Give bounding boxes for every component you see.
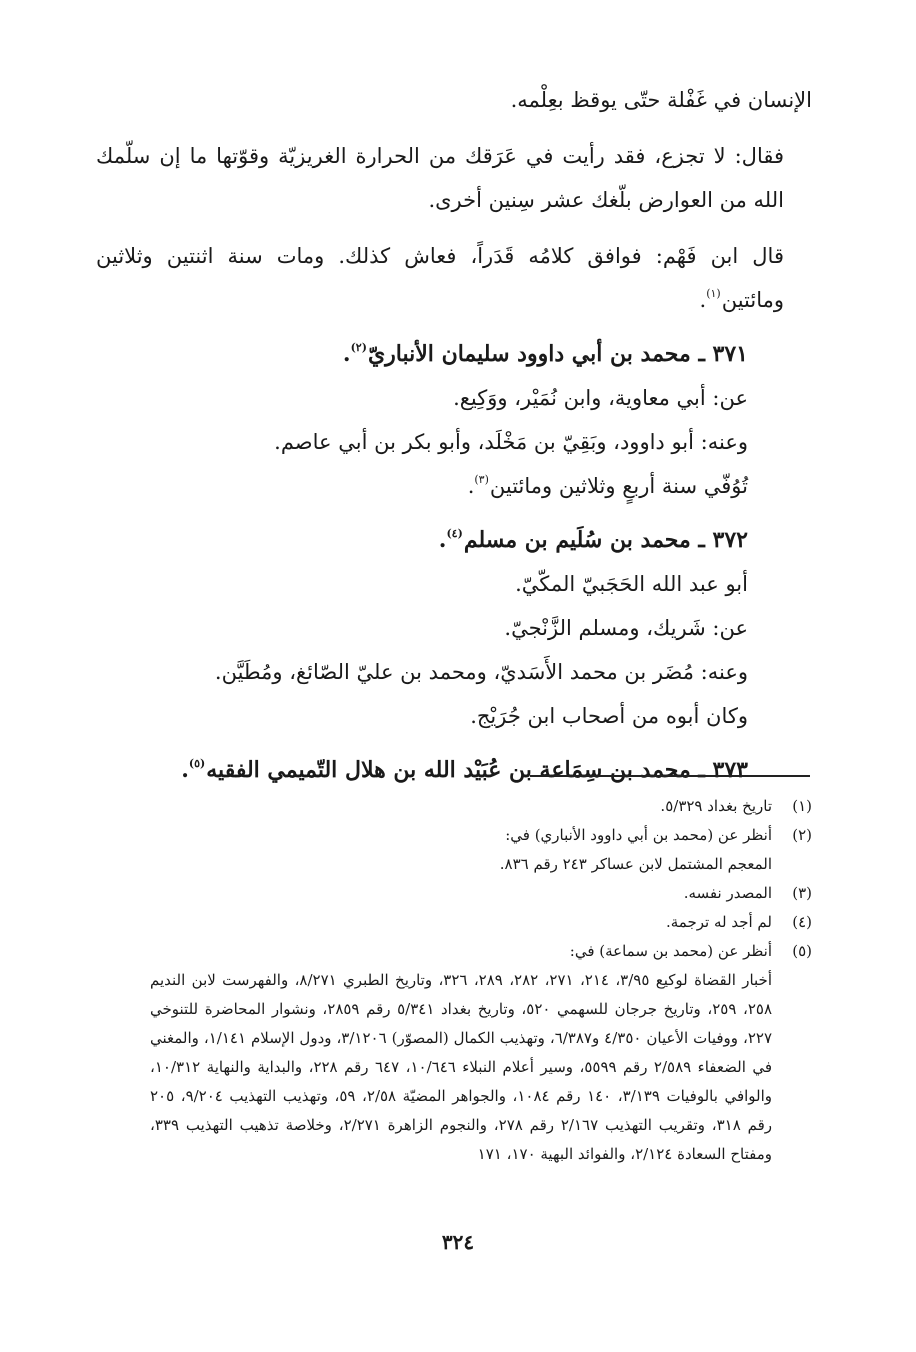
footnote-separator [530,775,810,777]
footnote-4 [150,908,812,937]
footnote-body [150,937,772,1169]
footnote-ref-3[interactable]: (٣) [474,473,489,486]
footnote-body [150,792,772,821]
footnote-body [150,879,772,908]
entry-372 [96,518,812,738]
entry-372-line-3: وعنه: مُضَر بن محمد الأَسَديّ، ومحمد بن عليّ الصّائغ، ومُطَيَّن. [214,660,748,684]
footnote-1 [150,792,812,821]
entry-371-line-3-text: تُوُفّي سنة أربعٍ وثلاثين ومائتين [489,474,748,498]
entry-371 [96,332,812,508]
entry-371-line-3: تُوُفّي سنة أربعٍ وثلاثين ومائتين$^{(٣)}$. [467,473,748,498]
footnote-ref-4[interactable]: (٤) [446,527,463,540]
entry-371-title-text: ٣٧١ ـ محمد بن أبي داوود سليمان الأنباريّ [367,341,748,367]
entry-373 [96,748,812,792]
entry-372-title-text: ٣٧٢ ـ محمد بن سُلَيم بن مسلم [463,527,748,553]
footnote-5 [150,937,812,1169]
footnote-number: (٥) [792,942,812,960]
entry-371-line-1: عن: أبي معاوية، وابن نُمَيْر، ووَكِيع. [453,386,748,410]
paragraph-3-text: قال ابن فَهْم: فوافق كلامُه قَدَراً، فعاش كذلك. ومات سنة اثنتين وثلاثين ومائتين [96,244,784,312]
footnotes [150,792,812,1169]
footnote-line: تاريخ بغداد ٥/٣٢٩. [660,797,772,815]
paragraph-3-end: . [699,288,707,312]
entry-372-line-1: أبو عبد الله الحَجَبيّ المكّيّ. [515,572,748,596]
entry-372-line-4: وكان أبوه من أصحاب ابن جُرَيْج. [470,704,748,728]
footnote-ref-1[interactable]: (١) [706,287,721,300]
footnote-ref-2[interactable]: (٢) [350,341,367,354]
footnote-line: المصدر نفسه. [683,884,772,902]
footnote-line: أخبار القضاة لوكيع ٣/٩٥، ٢١٤، ٢٧١، ٢٨٢، ٢٨٩، ٣٢٦، وتاريخ الطبري ٨/٢٧١، والفهرست لابن النديم ٢٥٨، ٢٥٩، وتاريخ جرجان للسهمي ٥٢٠، وتاريخ بغداد ٥/٣٤١ رقم ٢٨٥٩، ونشوار المحاضرة للتنوخي ٢٢٧، ووفيات الأعيان ٤/٣٥٠ و٦/٣٨٧، وتهذيب الكمال (المصوّر) ٣/١٢٠٦، ودول الإسلام ١/١٤١، والمغني في الضعفاء ٢/٥٨٩ رقم ٥٥٩٩، وسير أعلام النبلاء ١٠/٦٤٦، ٦٤٧ رقم ٢٢٨، والبداية والنهاية ١٠/٣١٢، والوافي بالوفيات ٣/١٣٩، ١٤٠ رقم ١٠٨٤، والجواهر المضيّة ٢/٥٨، ٥٩، وتهذيب التهذيب ٩/٢٠٤، ٢٠٥ رقم ٣١٨، وتقريب التهذيب ٢/١٦٧ رقم ٢٧٨، والنجوم الزاهرة ٢/٢٧١، وخلاصة تذهيب التهذيب ٣٣٩، ومفتاح السعادة ٢/١٢٤، والفوائد البهية ١٧٠، ١٧١ [150,971,773,1163]
footnote-3 [150,879,812,908]
footnote-ref-5[interactable]: (٥) [188,757,206,770]
footnote-line: لم أجد له ترجمة. [666,913,772,931]
main-text [96,78,812,792]
footnote-number: (٤) [792,913,812,931]
footnote-number: (١) [792,797,812,815]
entry-372-line-2: عن: شَريك، ومسلم الزَّنْجيّ. [504,616,748,640]
footnote-body [150,821,772,879]
entry-373-title: ٣٧٣ ـ محمد بن سِمَاعة بن عُبَيْد الله بن هلال التّميمي الفقيه$^{(٥)}$. [181,757,748,783]
entry-371-line-2: وعنه: أبو داوود، وبَقِيّ بن مَخْلَد، وأبو بكر بن أبي عاصم. [274,430,748,454]
footnote-2 [150,821,812,879]
paragraph-3 [96,234,812,322]
footnote-line: أنظر عن (محمد بن سماعة) في: [569,942,772,960]
footnote-body [150,908,772,937]
paragraph-1: الإنسان في غَفْلة حتّى يوقظ بعِلْمه. [510,88,812,112]
footnote-line: المعجم المشتمل لابن عساكر ٢٤٣ رقم ٨٣٦. [499,855,772,873]
footnote-number: (٣) [792,884,812,902]
entry-373-title-text: ٣٧٣ ـ محمد بن سِمَاعة بن عُبَيْد الله بن هلال التّميمي الفقيه [206,757,748,783]
entry-372-title: ٣٧٢ ـ محمد بن سُلَيم بن مسلم$^{(٤)}$. [438,527,748,553]
footnote-number: (٢) [792,826,812,844]
footnote-line: أنظر عن (محمد بن أبي داوود الأنباري) في: [505,826,772,844]
page-number: ٣٢٤ [441,1230,475,1254]
entry-371-title: ٣٧١ ـ محمد بن أبي داوود سليمان الأنباريّ$^{(٢)}$. [342,341,748,367]
paragraph-2: فقال: لا تجزع، فقد رأيت في عَرَقك من الحرارة الغريزيّة وقوّتها ما إن سلّمك الله من العوارض بلّغك عشر سِنين أخرى. [96,144,784,212]
